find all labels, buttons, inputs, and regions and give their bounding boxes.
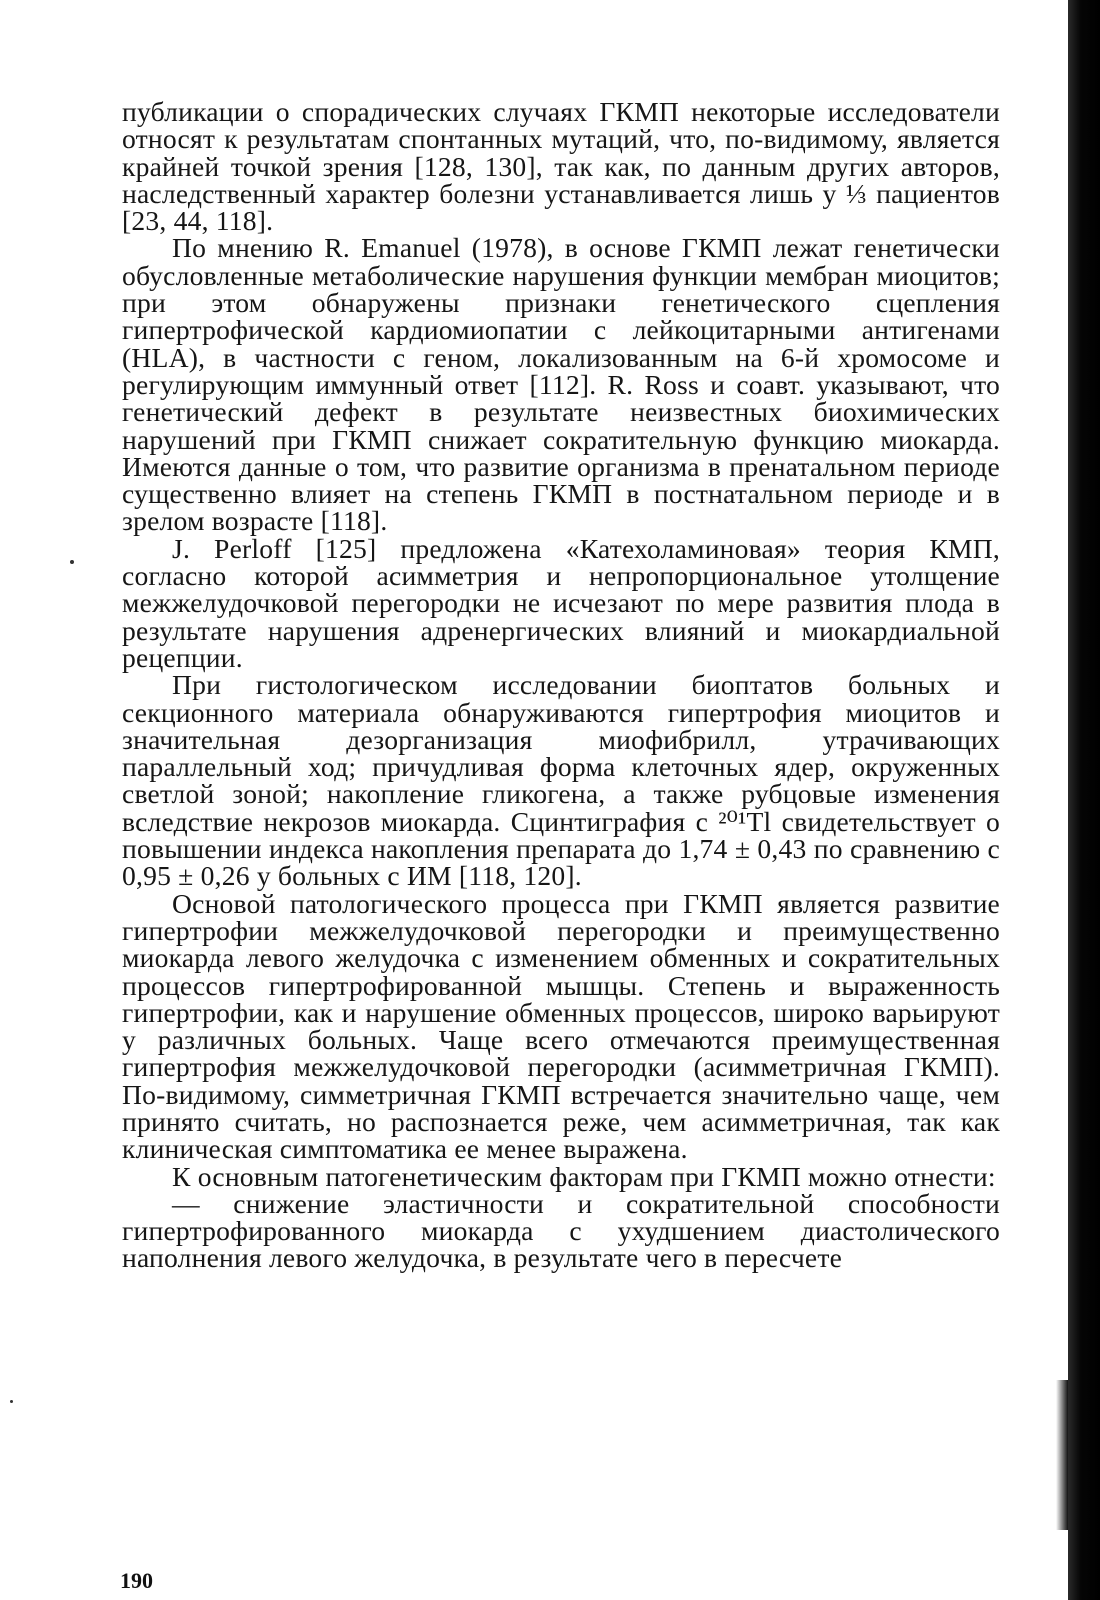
paragraph: публикации о спорадических случаях ГКМП некоторые исследователи относят к результатам спонтанных мутаций, что, по-видимому, является крайней точкой зрения [128, 130], так как, по данным других авторов, наследственный характер болезни устанавливается лишь у ⅓ пациентов [23, 44, 118]. (122, 96, 1000, 237)
paragraph: — снижение эластичности и сократительной способности гипертрофированного миокарда с ухудшением диастолического наполнения левого желудочка, в результате чего в пересчете (122, 1187, 1000, 1274)
paragraph: К основным патогенетическим факторам при ГКМП можно отнести: (172, 1160, 996, 1192)
paragraph: J. Perloff [125] предложена «Катехоламиновая» теория КМП, согласно которой асимметрия и непропорциональное утолщение межжелудочковой перегородки не исчезают по мере развития плода в результате нарушения адренергических влияний и миокардиальной рецепции. (122, 532, 1000, 673)
scan-speck (10, 1400, 13, 1403)
paragraph: По мнению R. Emanuel (1978), в основе ГКМП лежат генетически обусловленные метаболические нарушения функции мембран миоцитов; при этом обнаружены признаки генетического сцепления гипертрофической кардиомиопатии с лейкоцитарными антигенами (HLA), в частности с геном, локализованным на 6-й хромосоме и регулирующим иммунный ответ [112]. R. Ross и соавт. указывают, что генетический дефект в результате неизвестных биохимических нарушений при ГКМП снижает сократительную функцию миокарда. Имеются данные о том, что развитие организма в пренатальном периоде существенно влияет на степень ГКМП в постнатальном периоде и в зрелом возрасте [118]. (122, 232, 1000, 537)
page-edge-shadow (1068, 0, 1100, 1600)
body-text (122, 98, 1000, 1272)
page-edge-shadow-lower (1056, 1380, 1068, 1530)
document-page (122, 98, 1000, 1588)
page-number: 190 (120, 1568, 153, 1593)
paragraph: Основой патологического процесса при ГКМП является развитие гипертрофии межжелудочковой перегородки и преимущественно миокарда левого желудочка с изменением обменных и сократительных процессов гипертрофированной мышцы. Степень и выраженность гипертрофии, как и нарушение обменных процессов, широко варьируют у различных больных. Чаще всего отмечаются преимущественная гипертрофия межжелудочковой перегородки (асимметричная ГКМП). По-видимому, симметричная ГКМП встречается значительно чаще, чем принято считать, но распознается реже, чем асимметричная, так как клиническая симптоматика ее менее выражена. (122, 887, 1000, 1165)
scan-speck (70, 560, 74, 564)
paragraph: При гистологическом исследовании биоптатов больных и секционного материала обнаруживаются гипертрофия миоцитов и значительная дезорганизация миофибрилл, утрачивающих параллельный ход; причудливая форма клеточных ядер, окруженных светлой зоной; накопление гликогена, а также рубцовые изменения вследствие некрозов миокарда. Сцинтиграфия с ²⁰¹Tl свидетельствует о повышении индекса накопления препарата до 1,74 ± 0,43 по сравнению с 0,95 ± 0,26 у больных с ИМ [118, 120]. (122, 669, 1000, 892)
